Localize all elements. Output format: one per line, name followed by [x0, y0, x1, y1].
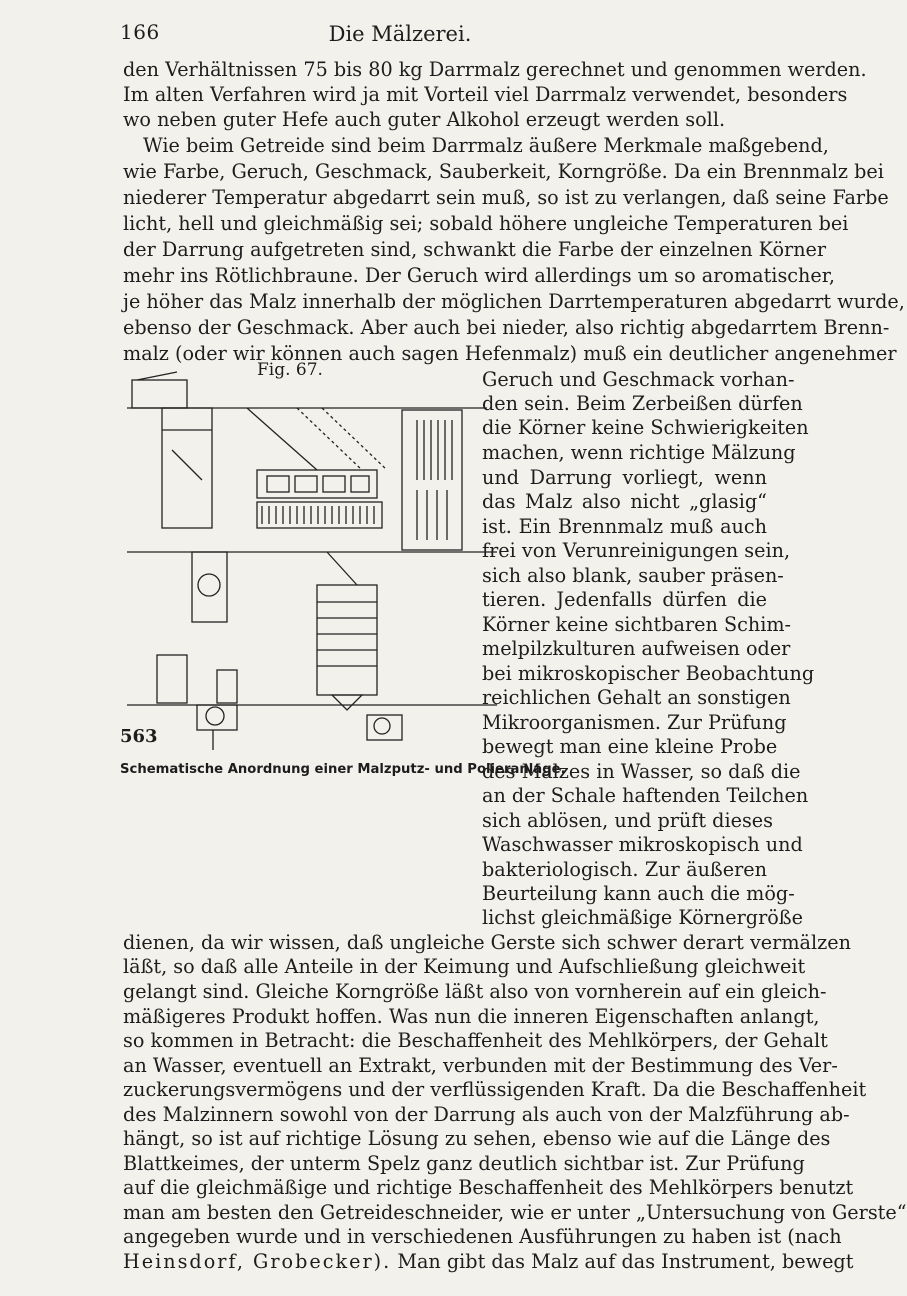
body-line: wo neben guter Hefe auch guter Alkohol erzeugt werden soll.	[123, 108, 726, 131]
body-line: des Malzinnern sowohl von der Darrung als auch von der Malzführung ab-	[123, 1103, 850, 1126]
body-line: läßt, so daß alle Anteile in der Keimung und Aufschließung gleichweit	[123, 955, 806, 978]
figure-number: 563	[120, 726, 158, 747]
body-line: der Darrung aufgetreten sind, schwankt die Farbe der einzelnen Körner	[123, 238, 827, 261]
top-machine	[132, 380, 187, 408]
body-line: wie Farbe, Geruch, Geschmack, Sauberkeit, Korngröße. Da ein Brennmalz bei	[123, 160, 884, 183]
body-line: licht, hell und gleichmäßig sei; sobald höhere ungleiche Temperaturen bei	[123, 212, 849, 235]
body-line	[123, 1250, 854, 1274]
body-line: je höher das Malz innerhalb der möglichen Darrtemperaturen abgedarrt wurde,	[123, 290, 905, 313]
malt-polishing-plant-diagram	[117, 370, 497, 755]
body-line: Mikroorganismen. Zur Prüfung	[482, 711, 787, 734]
body-line: melpilzkulturen aufweisen oder	[482, 637, 791, 660]
body-line: mehr ins Rötlichbraune. Der Geruch wird allerdings um so aromatischer,	[123, 264, 835, 287]
body-line: gelangt sind. Gleiche Korngröße läßt also von vornherein auf ein gleich-	[123, 980, 827, 1003]
body-line: Geruch und Geschmack vorhan-	[482, 368, 795, 391]
body-line: ist. Ein Brennmalz muß auch	[482, 515, 767, 538]
body-line: an Wasser, eventuell an Extrakt, verbunden mit der Bestimmung des Ver-	[123, 1054, 838, 1077]
page-number: 166	[120, 20, 160, 44]
body-line: mäßigeres Produkt hoffen. Was nun die inneren Eigenschaften anlangt,	[123, 1005, 820, 1028]
body-line: sich ablösen, und prüft dieses	[482, 809, 773, 832]
body-line: die Körner keine Schwierigkeiten	[482, 416, 809, 439]
body-line: zuckerungsvermögens und der verflüssigenden Kraft. Da die Beschaffenheit	[123, 1078, 867, 1101]
body-line: tieren. Jedenfalls dürfen die	[482, 588, 767, 611]
figure-label: Fig. 67.	[257, 360, 323, 380]
body-line: lichst gleichmäßige Körnergröße	[482, 906, 803, 929]
body-line: bewegt man eine kleine Probe	[482, 735, 778, 758]
left-lower-unit	[192, 552, 227, 622]
body-line: Blattkeimes, der unterm Spelz ganz deutlich sichtbar ist. Zur Prüfung	[123, 1152, 805, 1175]
body-line: an der Schale haftenden Teilchen	[482, 784, 809, 807]
body-line: Beurteilung kann auch die mög-	[482, 882, 795, 905]
body-line: sich also blank, sauber präsen-	[482, 564, 784, 587]
body-line: und Darrung vorliegt, wenn	[482, 466, 767, 489]
body-line: bakteriologisch. Zur äußeren	[482, 858, 767, 881]
left-housing	[162, 408, 212, 528]
body-line: bei mikroskopischer Beobachtung	[482, 662, 815, 685]
body-line: so kommen in Betracht: die Beschaffenheit des Mehlkörpers, der Gehalt	[123, 1029, 828, 1052]
body-line: das Malz also nicht „glasig“	[482, 490, 767, 513]
body-line: Im alten Verfahren wird ja mit Vorteil viel Darrmalz verwendet, besonders	[123, 83, 848, 106]
body-line: des Malzes in Wasser, so daß die	[482, 760, 801, 783]
body-line: reichlichen Gehalt an sonstigen	[482, 686, 791, 709]
last-line-rest: Man gibt das Malz auf das Instrument, bewegt	[397, 1250, 854, 1273]
body-line: frei von Verunreinigungen sein,	[482, 539, 791, 562]
body-line: Körner keine sichtbaren Schim-	[482, 613, 792, 636]
body-line: den Verhältnissen 75 bis 80 kg Darrmalz gerechnet und genommen werden.	[123, 58, 867, 81]
body-line: Wie beim Getreide sind beim Darrmalz äußere Merkmale maßgebend,	[143, 134, 829, 157]
polisher-unit	[197, 705, 237, 730]
body-line: den sein. Beim Zerbeißen dürfen	[482, 392, 803, 415]
body-line: Waschwasser mikroskopisch und	[482, 833, 803, 856]
body-line: angegeben wurde und in verschiedenen Ausführungen zu haben ist (nach	[123, 1225, 842, 1248]
body-line: machen, wenn richtige Mälzung	[482, 441, 796, 464]
body-line: hängt, so ist auf richtige Lösung zu sehen, ebenso wie auf die Länge des	[123, 1127, 831, 1150]
right-cabinet	[402, 410, 462, 550]
running-head: Die Mälzerei.	[328, 22, 472, 46]
body-line: malz (oder wir können auch sagen Hefenmalz) muß ein deutlicher angenehmer	[123, 342, 897, 365]
authors-spaced: Heinsdorf, Grobecker).	[123, 1250, 392, 1273]
body-line: ebenso der Geschmack. Aber auch bei nieder, also richtig abgedarrtem Brenn-	[123, 316, 890, 339]
body-line: man am besten den Getreideschneider, wie er unter „Untersuchung von Gerste“	[123, 1201, 907, 1224]
body-line: dienen, da wir wissen, daß ungleiche Gerste sich schwer derart vermälzen	[123, 931, 851, 954]
body-line: auf die gleichmäßige und richtige Beschaffenheit des Mehlkörpers benutzt	[123, 1176, 854, 1199]
figure-caption: Schematische Anordnung einer Malzputz- und Polieranlage.	[120, 762, 566, 777]
body-line: niederer Temperatur abgedarrt sein muß, so ist zu verlangen, daß seine Farbe	[123, 186, 889, 209]
